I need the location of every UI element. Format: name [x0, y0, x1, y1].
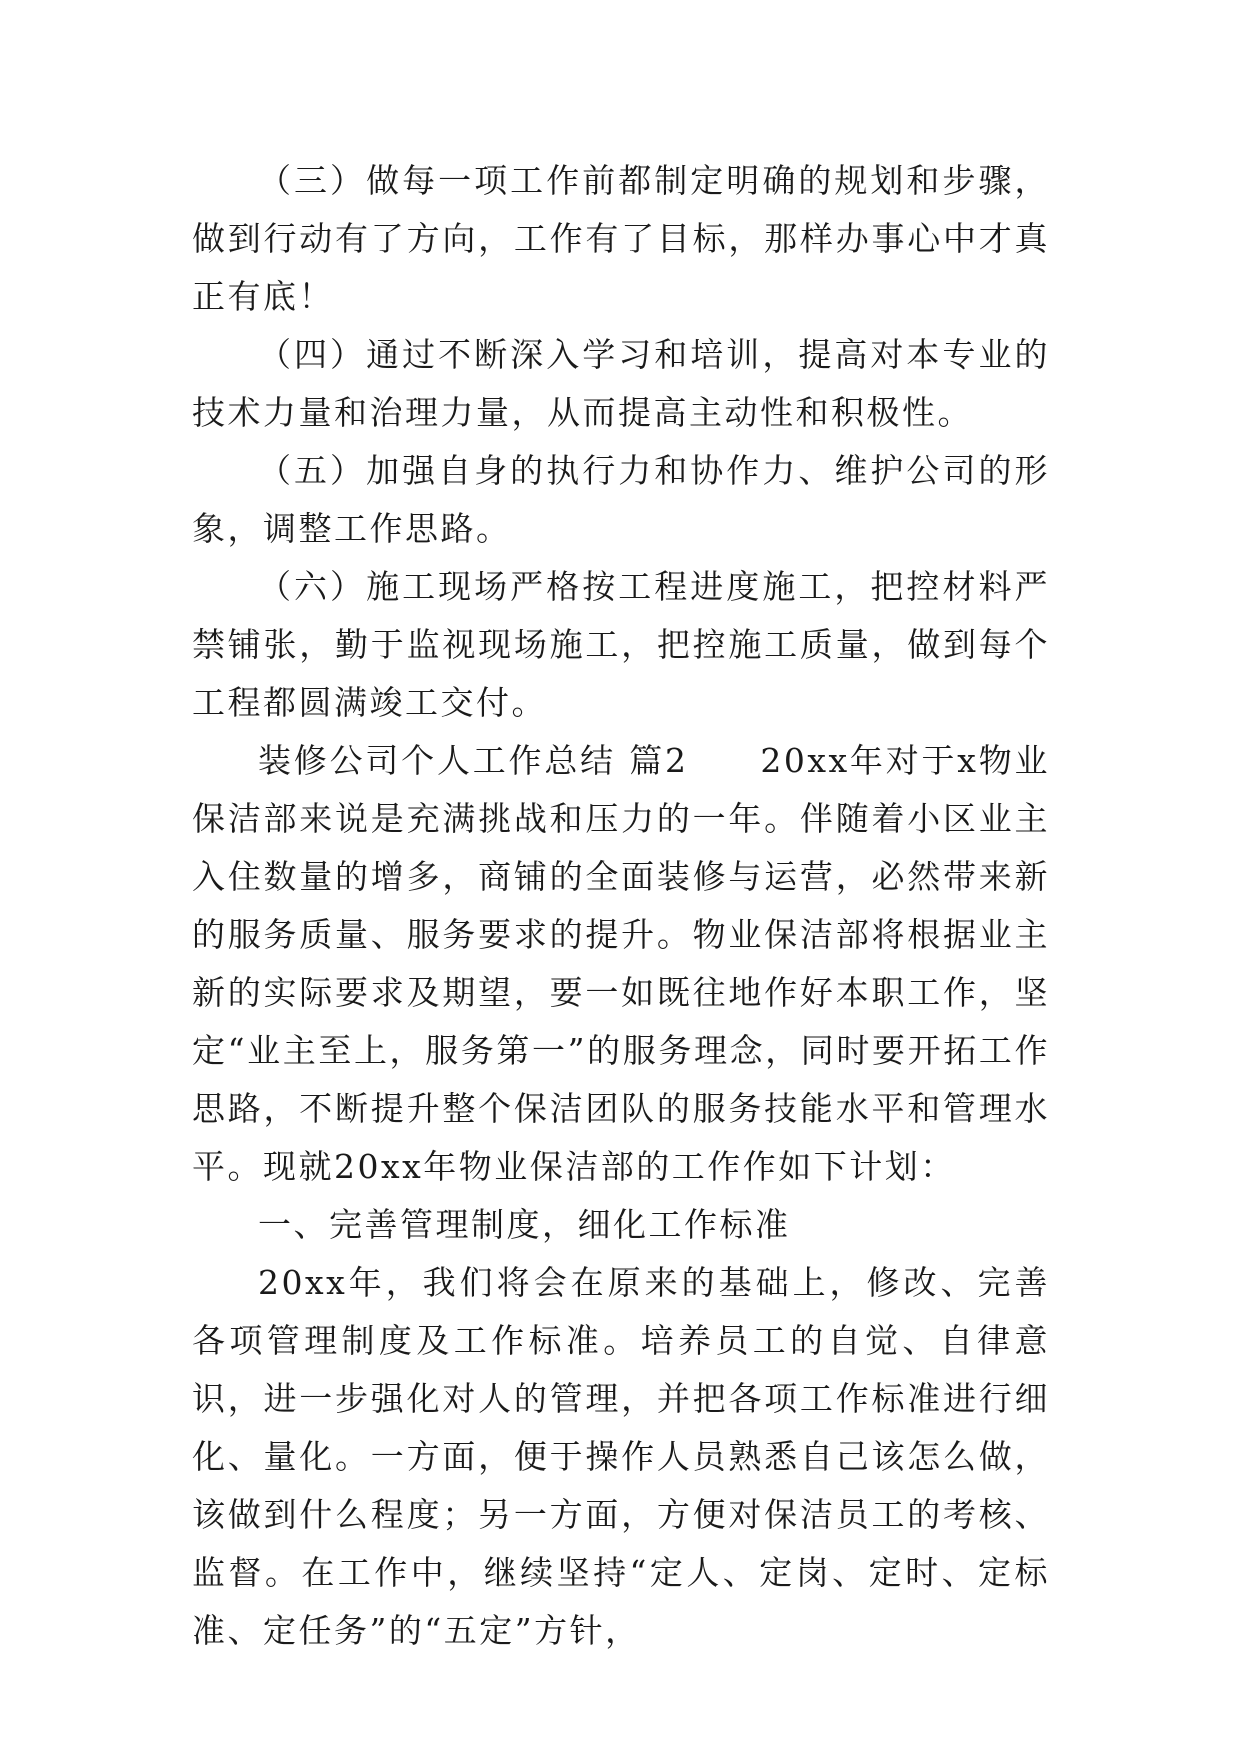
- paragraph-item-5: （五）加强自身的执行力和协作力、维护公司的形象，调整工作思路。: [192, 451, 1050, 548]
- paragraph-management-system: 20xx年，我们将会在原来的基础上，修改、完善各项管理制度及工作标准。培养员工的自觉、自律意识，进一步强化对人的管理，并把各项工作标准进行细化、量化。一方面，便于操作人员熟悉自己该怎么做，该做到什么程度；另一方面，方便对保洁员工的考核、监督。在工作中，继续坚持“定人、定岗、定时、定标准、定任务”的“五定”方针，: [192, 1263, 1050, 1650]
- document-body: [192, 152, 1050, 1660]
- paragraph-item-3: （三）做每一项工作前都制定明确的规划和步骤，做到行动有了方向，工作有了目标，那样办事心中才真正有底！: [192, 161, 1050, 316]
- paragraph-section-2-intro: 装修公司个人工作总结 篇2 20xx年对于x物业保洁部来说是充满挑战和压力的一年。伴随着小区业主入住数量的增多，商铺的全面装修与运营，必然带来新的服务质量、服务要求的提升。物业保洁部将根据业主新的实际要求及期望，要一如既往地作好本职工作，坚定“业主至上，服务第一”的服务理念，同时要开拓工作思路，不断提升整个保洁团队的服务技能水平和管理水平。现就20xx年物业保洁部的工作作如下计划：: [192, 741, 1050, 1186]
- section-heading: 一、完善管理制度，细化工作标准: [258, 1205, 791, 1244]
- paragraph-item-4: （四）通过不断深入学习和培训，提高对本专业的技术力量和治理力量，从而提高主动性和积极性。: [192, 335, 1050, 432]
- paragraph-item-6: （六）施工现场严格按工程进度施工，把控材料严禁铺张，勤于监视现场施工，把控施工质量，做到每个工程都圆满竣工交付。: [192, 567, 1050, 722]
